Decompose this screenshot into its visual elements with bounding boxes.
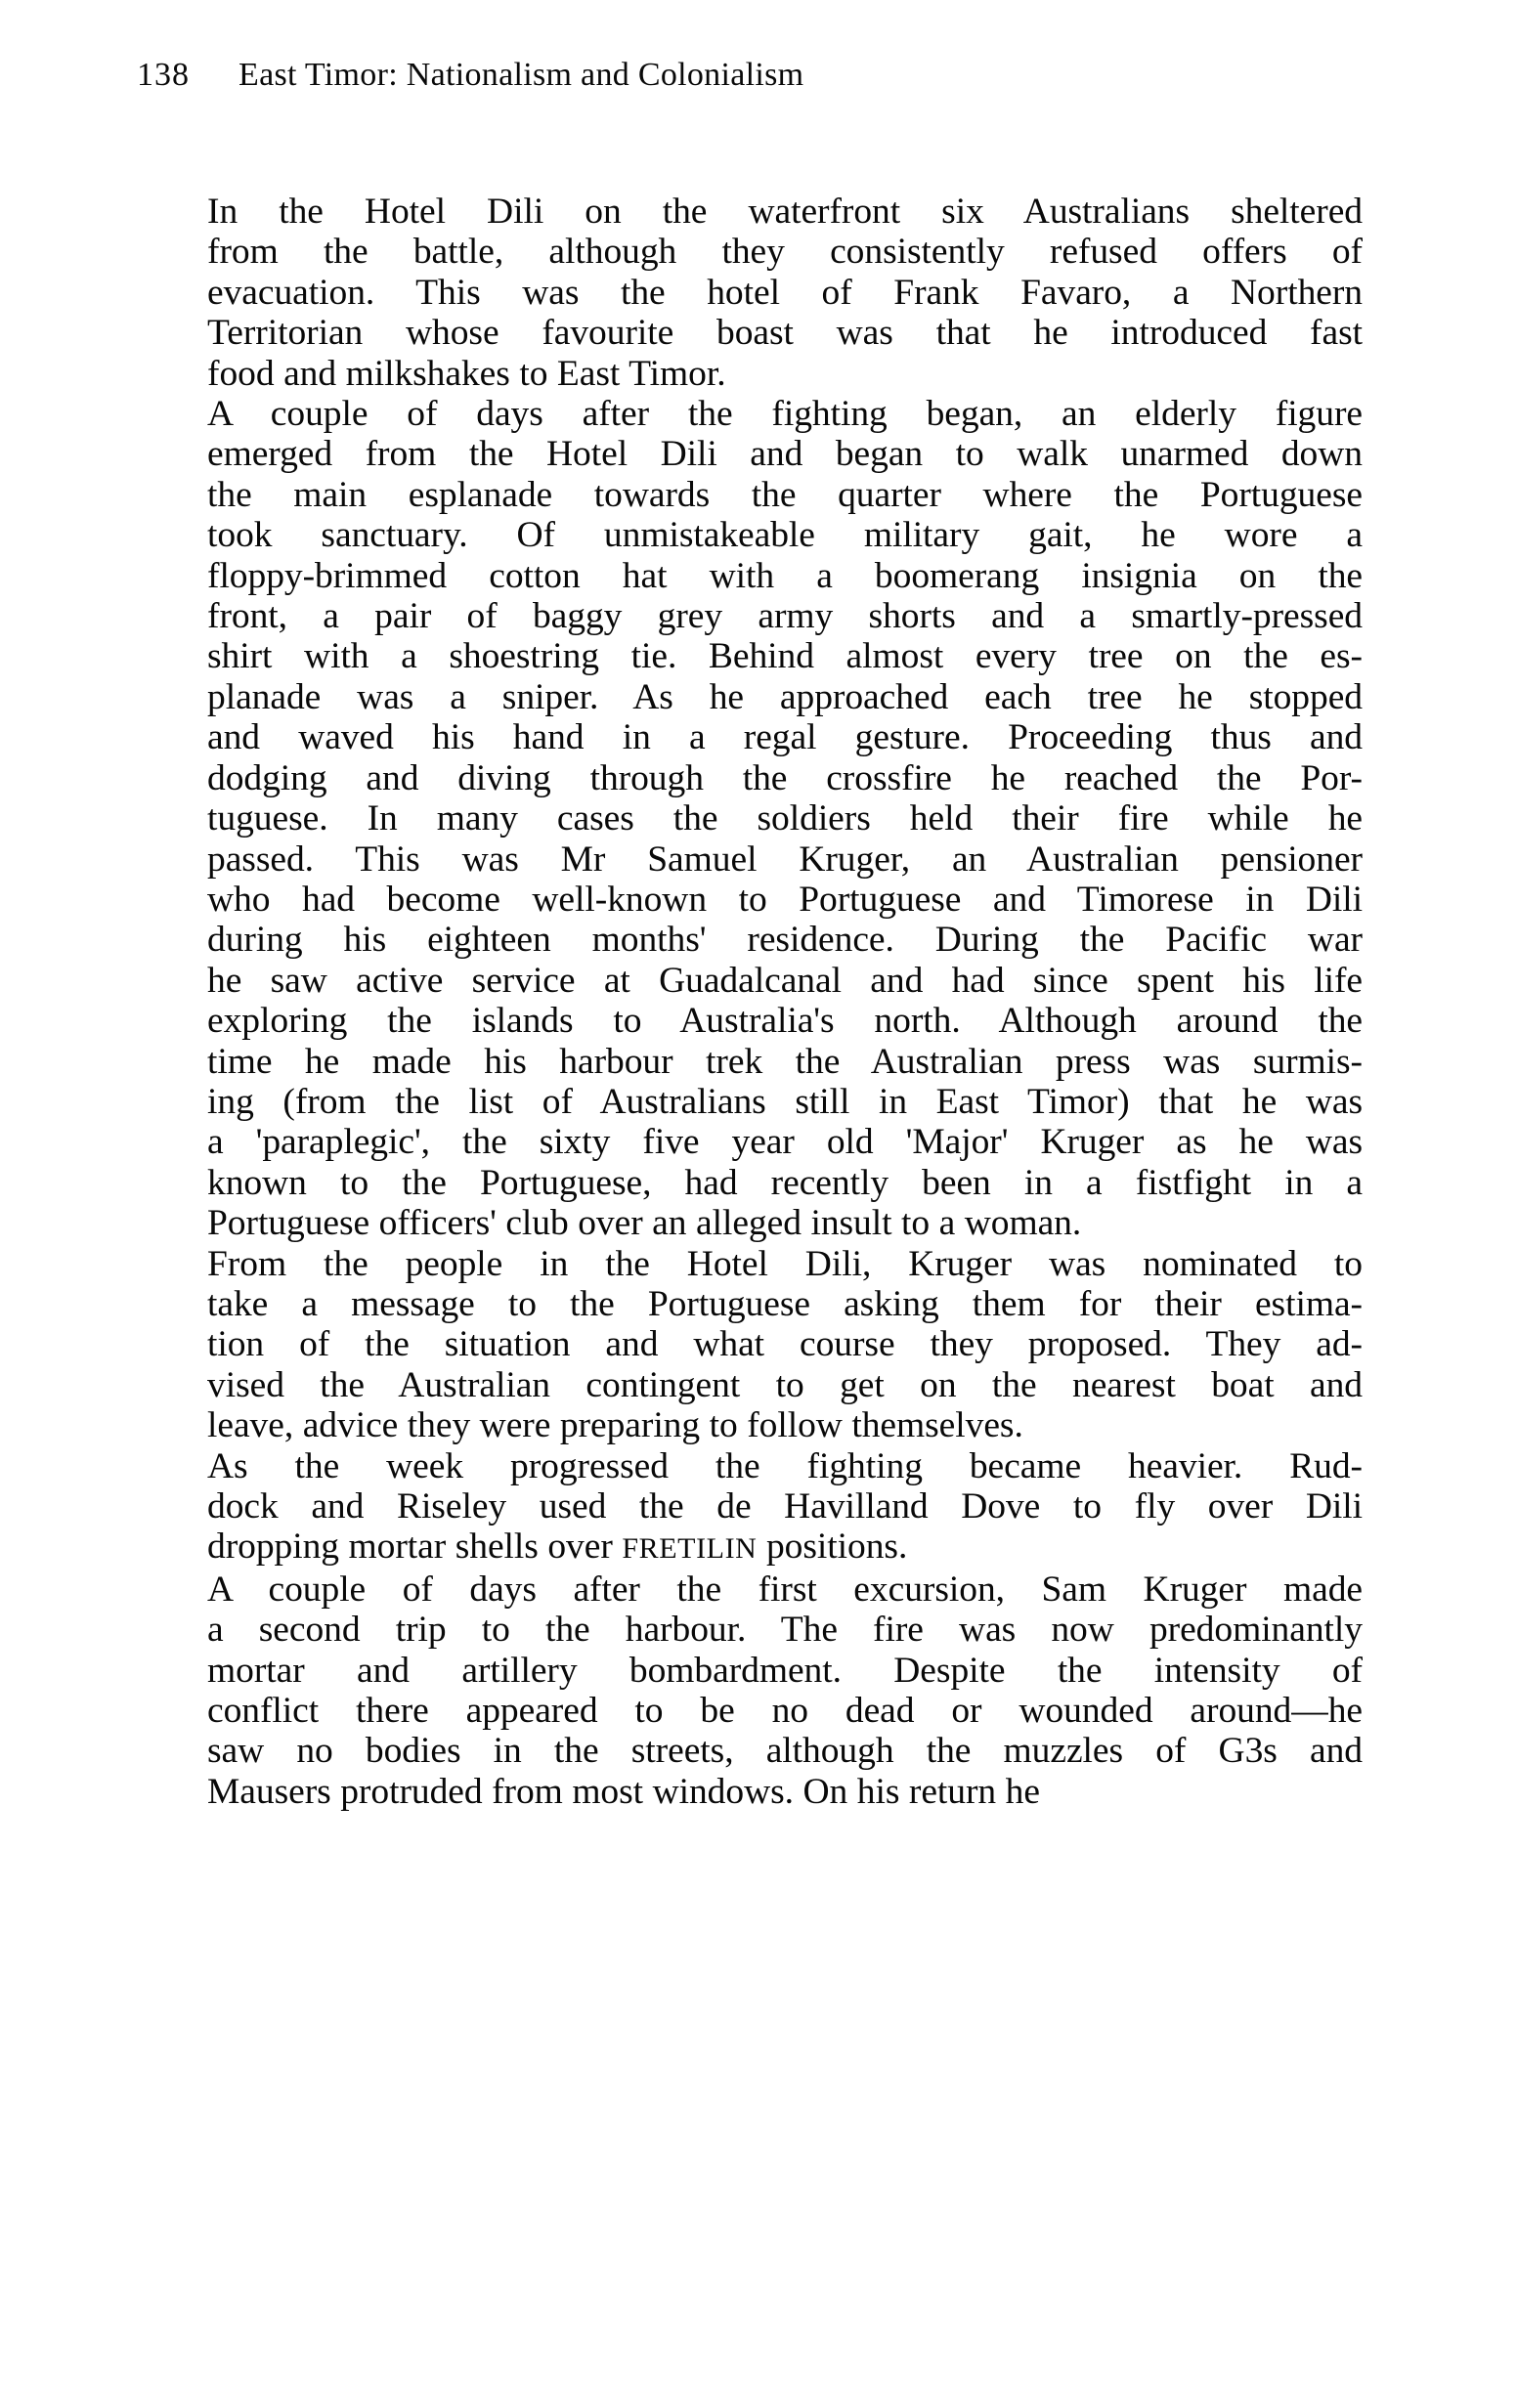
text-line: shirt with a shoestring tie. Behind almost every tree on the es-: [207, 636, 1363, 677]
text-line: In the Hotel Dili on the waterfront six Australians sheltered: [207, 192, 1363, 232]
text-line: tion of the situation and what course they proposed. They ad-: [207, 1324, 1363, 1365]
text-line: emerged from the Hotel Dili and began to walk unarmed down: [207, 434, 1363, 475]
text-line: and waved his hand in a regal gesture. Proceeding thus and: [207, 717, 1363, 758]
text-line: time he made his harbour trek the Australian press was surmis-: [207, 1041, 1363, 1082]
text-line: he saw active service at Guadalcanal and had since spent his life: [207, 960, 1363, 1001]
text-line: conflict there appeared to be no dead or wounded around—he: [207, 1691, 1363, 1732]
text-line: Mausers protruded from most windows. On his return he: [207, 1771, 1040, 1812]
small-caps-term: FRETILIN: [622, 1532, 758, 1566]
text-line: As the week progressed the fighting became heavier. Rud-: [207, 1445, 1363, 1486]
text-line-with-oldstyle: saw no bodies in the streets, although the muzzles of G3s and: [207, 1731, 1363, 1772]
text-line: tuguese. In many cases the soldiers held their fire while he: [207, 798, 1363, 839]
text-line: during his eighteen months' residence. During the Pacific war: [207, 920, 1363, 961]
text-line: vised the Australian contingent to get on the nearest boat and: [207, 1364, 1363, 1405]
text-line: ing (from the list of Australians still in East Timor) that he was: [207, 1081, 1363, 1122]
text-line: passed. This was Mr Samuel Kruger, an Australian pensioner: [207, 838, 1363, 880]
running-head-title: East Timor: Nationalism and Colonialism: [238, 57, 804, 93]
text-line: a second trip to the harbour. The fire was now predominantly: [207, 1610, 1363, 1651]
text-line-segment: dropping mortar shells over FRETILIN positions.: [207, 1526, 908, 1568]
paragraph: [162, 394, 1363, 1244]
paragraph: [162, 1244, 1363, 1446]
text-line: From the people in the Hotel Dili, Kruger was nominated to: [207, 1243, 1363, 1284]
body-text-block: [162, 192, 1363, 1812]
text-line: Portuguese officers' club over an alleged insult to a woman.: [207, 1203, 1082, 1244]
text-line: floppy-brimmed cotton hat with a boomerang insignia on the: [207, 555, 1363, 596]
text-line: mortar and artillery bombardment. Despite the intensity of: [207, 1650, 1363, 1691]
paragraph: [162, 192, 1363, 394]
text-line: Territorian whose favourite boast was that he introduced fast: [207, 313, 1363, 354]
paragraph: [162, 1570, 1363, 1812]
page-folio: 138: [137, 57, 190, 93]
text-line: the main esplanade towards the quarter where the Portuguese: [207, 474, 1363, 515]
text-line: A couple of days after the fighting began, an elderly figure: [207, 394, 1363, 435]
text-line: A couple of days after the first excursion, Sam Kruger made: [207, 1569, 1363, 1610]
text-line: planade was a sniper. As he approached each tree he stopped: [207, 676, 1363, 717]
text-line: known to the Portuguese, had recently been in a fistfight in a: [207, 1162, 1363, 1203]
running-head: [137, 55, 1359, 102]
text-line: leave, advice they were preparing to follow themselves.: [207, 1405, 1023, 1446]
text-line: front, a pair of baggy grey army shorts and a smartly-pressed: [207, 596, 1363, 637]
text-line: took sanctuary. Of unmistakeable military gait, he wore a: [207, 515, 1363, 556]
text-line: dock and Riseley used the de Havilland Dove to fly over Dili: [207, 1486, 1363, 1526]
text-line: who had become well-known to Portuguese and Timorese in Dili: [207, 879, 1363, 920]
oldstyle-numeral-term: G3s: [1218, 1731, 1278, 1772]
text-line: take a message to the Portuguese asking them for their estima-: [207, 1283, 1363, 1324]
text-line: from the battle, although they consistently refused offers of: [207, 232, 1363, 273]
text-line: dodging and diving through the crossfire he reached the Por-: [207, 757, 1363, 798]
text-line-with-smallcaps: [162, 1526, 1363, 1569]
paragraph: [162, 1446, 1363, 1570]
text-line: evacuation. This was the hotel of Frank Favaro, a Northern: [207, 272, 1363, 313]
text-line: a 'paraplegic', the sixty five year old 'Major' Kruger as he was: [207, 1122, 1363, 1163]
text-line: food and milkshakes to East Timor.: [207, 353, 726, 394]
text-line: exploring the islands to Australia's north. Although around the: [207, 1001, 1363, 1042]
